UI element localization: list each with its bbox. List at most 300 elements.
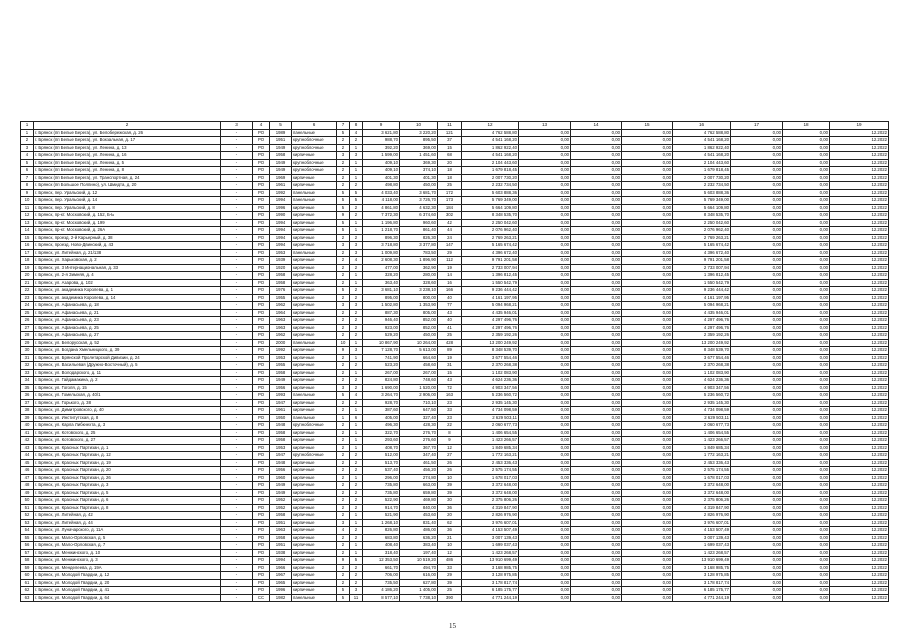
- col-owner: РО: [253, 482, 270, 490]
- col-entrances: 3: [350, 242, 363, 250]
- col-deadline: 12.2022: [830, 452, 889, 460]
- col-deadline: 12.2022: [830, 377, 889, 385]
- col-fund-local: 0,00: [622, 167, 673, 175]
- col-fund-other: 0,00: [731, 407, 783, 415]
- col-fund-regional: 0,00: [571, 542, 622, 550]
- col-living-area: 1 896,90: [400, 257, 438, 265]
- col-fund-other: 0,00: [731, 564, 783, 572]
- col-fund-other: 0,00: [731, 414, 783, 422]
- col-fund-federal: 0,00: [519, 362, 571, 370]
- header-cell-1: 1: [21, 122, 34, 130]
- col-fund-local: 0,00: [622, 587, 673, 595]
- col-deadline: 12.2022: [830, 594, 889, 602]
- col-residents: 172: [438, 189, 462, 197]
- col-entrances: 2: [350, 332, 363, 340]
- col-dash: -: [221, 249, 253, 257]
- col-address: г. Брянск, ул. Молодой Гвардии, д. 64: [34, 594, 221, 602]
- col-address: г. Брянск, проезд. Ново-Двинский, д. 43: [34, 242, 221, 250]
- col-total-area: 401,30: [363, 174, 400, 182]
- col-entrances: 5: [350, 189, 363, 197]
- col-deadline: 12.2022: [830, 474, 889, 482]
- col-living-area: 3 377,80: [400, 242, 438, 250]
- col-living-area: 10 264,00: [400, 339, 438, 347]
- col-dash: -: [221, 137, 253, 145]
- col-fund-regional: 0,00: [571, 152, 622, 160]
- col-deadline: 12.2022: [830, 309, 889, 317]
- col-dash: -: [221, 452, 253, 460]
- col-entrances: 2: [350, 572, 363, 580]
- col-floors: 3: [337, 302, 350, 310]
- col-fund-federal: 0,00: [519, 219, 571, 227]
- col-entrances: 2: [350, 204, 363, 212]
- col-total-cost: 2 629 503,11: [462, 414, 519, 422]
- col-deadline: 12.2022: [830, 579, 889, 587]
- col-total-area: 741,90: [363, 354, 400, 362]
- col-total-cost: 3 178 817,74: [462, 579, 519, 587]
- col-address: г. Брянск, ул. Литейная, д. 44: [34, 519, 221, 527]
- col-fund-federal: 0,00: [519, 497, 571, 505]
- col-fund-other: 0,00: [731, 234, 783, 242]
- col-wall-material: панельные: [292, 197, 337, 205]
- col-floors: 5: [337, 227, 350, 235]
- col-address: г. Брянск, ул. Брянской Пролетарской Дивизии, д. 24: [34, 354, 221, 362]
- col-total-cost: 3 372 648,00: [462, 489, 519, 497]
- header-cell-5: 5: [270, 122, 292, 130]
- col-year: 1996: [270, 587, 292, 595]
- col-dash: -: [221, 234, 253, 242]
- col-entrances: 2: [350, 317, 363, 325]
- col-residents: 14: [438, 272, 462, 280]
- col-fund-local: 0,00: [622, 287, 673, 295]
- col-fund-owners: 2 007 730,20: [673, 174, 731, 182]
- col-living-area: 5 613,00: [400, 347, 438, 355]
- header-cell-7: 7: [337, 122, 350, 130]
- col-owner: РО: [253, 279, 270, 287]
- col-wall-material: кирпичные: [292, 317, 337, 325]
- col-total-cost: 1 849 685,34: [462, 444, 519, 452]
- col-fund-extra: 0,00: [783, 474, 830, 482]
- col-wall-material: кирпичные: [292, 332, 337, 340]
- col-fund-other: 0,00: [731, 324, 783, 332]
- col-dash: -: [221, 527, 253, 535]
- col-fund-regional: 0,00: [571, 332, 622, 340]
- col-total-cost: 4 319 847,90: [462, 504, 519, 512]
- col-living-area: 1 520,00: [400, 384, 438, 392]
- col-fund-other: 0,00: [731, 557, 783, 565]
- col-owner: РО: [253, 347, 270, 355]
- col-dash: -: [221, 302, 253, 310]
- col-fund-regional: 0,00: [571, 377, 622, 385]
- col-dash: -: [221, 362, 253, 370]
- col-index: 30: [21, 347, 34, 355]
- col-wall-material: кирпичные: [292, 519, 337, 527]
- col-address: г. Брянск, ул. Васильевая (Дружно-Восточный), д. 5: [34, 362, 221, 370]
- col-deadline: 12.2022: [830, 234, 889, 242]
- col-fund-extra: 0,00: [783, 377, 830, 385]
- col-residents: 19: [438, 354, 462, 362]
- col-owner: РО: [253, 152, 270, 160]
- col-dash: -: [221, 534, 253, 542]
- col-total-area: 895,00: [363, 294, 400, 302]
- col-owner: РО: [253, 459, 270, 467]
- col-index: 53: [21, 519, 34, 527]
- col-deadline: 12.2022: [830, 392, 889, 400]
- col-fund-regional: 0,00: [571, 399, 622, 407]
- col-dash: -: [221, 189, 253, 197]
- col-fund-local: 0,00: [622, 557, 673, 565]
- col-fund-owners: 4 734 098,59: [673, 407, 731, 415]
- col-dash: -: [221, 399, 253, 407]
- col-total-cost: 2 104 443,60: [462, 159, 519, 167]
- col-floors: 2: [337, 332, 350, 340]
- col-index: 10: [21, 197, 34, 205]
- col-fund-federal: 0,00: [519, 369, 571, 377]
- col-index: 27: [21, 324, 34, 332]
- col-fund-other: 0,00: [731, 152, 783, 160]
- col-fund-extra: 0,00: [783, 557, 830, 565]
- col-floors: 2: [337, 437, 350, 445]
- col-fund-local: 0,00: [622, 399, 673, 407]
- col-fund-other: 0,00: [731, 512, 783, 520]
- col-wall-material: панельные: [292, 414, 337, 422]
- table-row: [21, 444, 889, 452]
- col-fund-local: 0,00: [622, 392, 673, 400]
- col-total-cost: 2 453 336,43: [462, 459, 519, 467]
- col-fund-regional: 0,00: [571, 474, 622, 482]
- col-fund-extra: 0,00: [783, 332, 830, 340]
- col-fund-extra: 0,00: [783, 489, 830, 497]
- col-fund-federal: 0,00: [519, 519, 571, 527]
- col-fund-regional: 0,00: [571, 144, 622, 152]
- col-deadline: 12.2022: [830, 279, 889, 287]
- col-floors: 2: [337, 534, 350, 542]
- col-fund-local: 0,00: [622, 242, 673, 250]
- col-total-cost: 3 007 139,43: [462, 534, 519, 542]
- col-index: 20: [21, 272, 34, 280]
- col-index: 36: [21, 392, 34, 400]
- col-entrances: 1: [350, 444, 363, 452]
- col-address: г. Брянск, ул. Гомельская, д. 40/1: [34, 392, 221, 400]
- col-address: г. Брянск, ул. Котовского, д. 25: [34, 429, 221, 437]
- col-fund-regional: 0,00: [571, 564, 622, 572]
- col-year: 1948: [270, 422, 292, 430]
- col-living-area: 6 374,60: [400, 212, 438, 220]
- col-address: г. Брянск, ул. Гайдамакина, д. 2: [34, 377, 221, 385]
- col-fund-federal: 0,00: [519, 174, 571, 182]
- col-total-area: 3 718,80: [363, 242, 400, 250]
- col-fund-owners: 13 910 699,49: [673, 557, 731, 565]
- col-fund-local: 0,00: [622, 534, 673, 542]
- col-fund-federal: 0,00: [519, 317, 571, 325]
- col-wall-material: кирпичные: [292, 489, 337, 497]
- col-fund-owners: 1 678 017,03: [673, 474, 731, 482]
- col-index: 60: [21, 572, 34, 580]
- col-year: 1958: [270, 272, 292, 280]
- col-index: 22: [21, 287, 34, 295]
- col-dash: -: [221, 489, 253, 497]
- col-fund-local: 0,00: [622, 512, 673, 520]
- col-fund-local: 0,00: [622, 257, 673, 265]
- col-owner: РО: [253, 339, 270, 347]
- col-fund-federal: 0,00: [519, 467, 571, 475]
- col-total-area: 887,30: [363, 309, 400, 317]
- col-deadline: 12.2022: [830, 152, 889, 160]
- col-total-area: 513,70: [363, 459, 400, 467]
- col-fund-other: 0,00: [731, 377, 783, 385]
- col-fund-federal: 0,00: [519, 437, 571, 445]
- col-fund-extra: 0,00: [783, 542, 830, 550]
- col-wall-material: крупноблочные: [292, 159, 337, 167]
- col-fund-local: 0,00: [622, 527, 673, 535]
- col-address: г. Брянск, ул. Институтская, д. 8: [34, 414, 221, 422]
- col-dash: -: [221, 519, 253, 527]
- col-deadline: 12.2022: [830, 549, 889, 557]
- table-row: [21, 144, 889, 152]
- col-dash: -: [221, 219, 253, 227]
- col-dash: -: [221, 294, 253, 302]
- col-floors: 5: [337, 129, 350, 137]
- col-fund-extra: 0,00: [783, 579, 830, 587]
- col-residents: 89: [438, 347, 462, 355]
- col-year: 1951: [270, 542, 292, 550]
- col-deadline: 12.2022: [830, 497, 889, 505]
- col-year: 1949: [270, 489, 292, 497]
- col-total-cost: 13 200 249,92: [462, 339, 519, 347]
- col-total-area: 1 268,10: [363, 519, 400, 527]
- col-fund-federal: 0,00: [519, 167, 571, 175]
- col-address: г. Брянск, ул. Менделеева, д. 19А: [34, 564, 221, 572]
- col-total-cost: 2 769 263,21: [462, 234, 519, 242]
- col-fund-owners: 4 762 588,80: [673, 129, 731, 137]
- col-total-area: 735,50: [363, 579, 400, 587]
- col-index: 33: [21, 369, 34, 377]
- col-living-area: 383,40: [400, 542, 438, 550]
- col-residents: 21: [438, 534, 462, 542]
- col-deadline: 12.2022: [830, 519, 889, 527]
- col-entrances: 5: [350, 557, 363, 565]
- col-residents: 29: [438, 249, 462, 257]
- col-fund-local: 0,00: [622, 234, 673, 242]
- col-year: 1992: [270, 347, 292, 355]
- col-owner: РО: [253, 249, 270, 257]
- col-entrances: 5: [350, 197, 363, 205]
- col-total-area: 706,00: [363, 572, 400, 580]
- col-fund-federal: 0,00: [519, 242, 571, 250]
- col-fund-federal: 0,00: [519, 332, 571, 340]
- col-fund-owners: 4 541 168,20: [673, 152, 731, 160]
- col-fund-regional: 0,00: [571, 227, 622, 235]
- col-index: 13: [21, 219, 34, 227]
- col-fund-federal: 0,00: [519, 429, 571, 437]
- col-index: 37: [21, 399, 34, 407]
- col-owner: РО: [253, 369, 270, 377]
- col-fund-owners: 1 862 922,40: [673, 144, 731, 152]
- col-owner: РО: [253, 189, 270, 197]
- col-residents: 68: [438, 152, 462, 160]
- col-fund-regional: 0,00: [571, 422, 622, 430]
- col-fund-local: 0,00: [622, 197, 673, 205]
- col-entrances: 11: [350, 594, 363, 602]
- col-residents: 31: [438, 362, 462, 370]
- col-entrances: 2: [350, 287, 363, 295]
- col-fund-regional: 0,00: [571, 354, 622, 362]
- col-total-cost: 4 153 507,49: [462, 527, 519, 535]
- col-deadline: 12.2022: [830, 527, 889, 535]
- col-fund-other: 0,00: [731, 302, 783, 310]
- col-owner: РО: [253, 564, 270, 572]
- col-floors: 2: [337, 467, 350, 475]
- col-deadline: 12.2022: [830, 564, 889, 572]
- col-fund-local: 0,00: [622, 362, 673, 370]
- col-wall-material: панельные: [292, 392, 337, 400]
- col-deadline: 12.2022: [830, 362, 889, 370]
- col-dash: -: [221, 212, 253, 220]
- col-deadline: 12.2022: [830, 294, 889, 302]
- col-residents: 26: [438, 459, 462, 467]
- col-address: г. Брянск (пп Белые Берега), ул. Ленина, д. 13: [34, 144, 221, 152]
- col-index: 45: [21, 459, 34, 467]
- col-living-area: 401,30: [400, 174, 438, 182]
- col-fund-other: 0,00: [731, 317, 783, 325]
- table-row: [21, 362, 889, 370]
- col-owner: РО: [253, 407, 270, 415]
- col-address: г. Брянск, ул. Гоголя, д. 15: [34, 384, 221, 392]
- col-dash: -: [221, 317, 253, 325]
- col-fund-owners: 6 185 175,77: [673, 587, 731, 595]
- col-living-area: 3 238,10: [400, 287, 438, 295]
- col-fund-extra: 0,00: [783, 257, 830, 265]
- col-fund-extra: 0,00: [783, 174, 830, 182]
- col-floors: 2: [337, 144, 350, 152]
- col-year: 1955: [270, 294, 292, 302]
- col-year: 1947: [270, 452, 292, 460]
- col-total-cost: 5 094 968,21: [462, 302, 519, 310]
- col-deadline: 12.2022: [830, 189, 889, 197]
- header-cell-16: 16: [673, 122, 731, 130]
- col-residents: 39: [438, 579, 462, 587]
- col-floors: 2: [337, 489, 350, 497]
- col-living-area: 369,00: [400, 144, 438, 152]
- col-total-area: 826,80: [363, 527, 400, 535]
- col-year: 1950: [270, 414, 292, 422]
- table-row: [21, 204, 889, 212]
- col-wall-material: панельные: [292, 339, 337, 347]
- col-living-area: 469,80: [400, 497, 438, 505]
- col-fund-other: 0,00: [731, 264, 783, 272]
- col-fund-owners: 4 153 507,49: [673, 527, 731, 535]
- col-dash: -: [221, 324, 253, 332]
- col-fund-federal: 0,00: [519, 347, 571, 355]
- col-entrances: 2: [350, 527, 363, 535]
- col-fund-local: 0,00: [622, 339, 673, 347]
- col-fund-other: 0,00: [731, 437, 783, 445]
- col-floors: 2: [337, 294, 350, 302]
- col-deadline: 12.2022: [830, 249, 889, 257]
- col-deadline: 12.2022: [830, 437, 889, 445]
- col-address: г. Брянск (пп Белые Берега), ул. Ленина, д. 16: [34, 152, 221, 160]
- col-fund-extra: 0,00: [783, 594, 830, 602]
- col-index: 54: [21, 527, 34, 535]
- col-residents: 166: [438, 287, 462, 295]
- col-fund-extra: 0,00: [783, 182, 830, 190]
- col-fund-local: 0,00: [622, 572, 673, 580]
- col-fund-other: 0,00: [731, 279, 783, 287]
- col-fund-local: 0,00: [622, 437, 673, 445]
- col-fund-extra: 0,00: [783, 549, 830, 557]
- col-living-area: 456,20: [400, 467, 438, 475]
- col-index: 2: [21, 137, 34, 145]
- col-fund-regional: 0,00: [571, 459, 622, 467]
- col-index: 32: [21, 362, 34, 370]
- col-deadline: 12.2022: [830, 197, 889, 205]
- col-fund-other: 0,00: [731, 182, 783, 190]
- col-address: г. Брянск, ул. Красных Партизан, д. 20: [34, 467, 221, 475]
- col-floors: 2: [337, 182, 350, 190]
- col-total-area: 661,70: [363, 564, 400, 572]
- col-living-area: 347,40: [400, 452, 438, 460]
- col-dash: -: [221, 332, 253, 340]
- col-owner: РО: [253, 174, 270, 182]
- col-fund-other: 0,00: [731, 399, 783, 407]
- col-wall-material: кирпичные: [292, 579, 337, 587]
- col-living-area: 2 906,00: [400, 392, 438, 400]
- col-wall-material: крупноблочные: [292, 167, 337, 175]
- col-wall-material: кирпичные: [292, 429, 337, 437]
- col-living-area: 1 353,90: [400, 302, 438, 310]
- col-wall-material: кирпичные: [292, 512, 337, 520]
- col-living-area: 369,30: [400, 159, 438, 167]
- col-entrances: 2: [350, 362, 363, 370]
- col-entrances: 2: [350, 182, 363, 190]
- col-fund-regional: 0,00: [571, 197, 622, 205]
- col-dash: -: [221, 407, 253, 415]
- table-row: [21, 512, 889, 520]
- col-living-area: 748,60: [400, 377, 438, 385]
- col-deadline: 12.2022: [830, 182, 889, 190]
- col-dash: -: [221, 512, 253, 520]
- col-dash: -: [221, 444, 253, 452]
- col-total-cost: 1 678 017,03: [462, 474, 519, 482]
- col-entrances: 4: [350, 392, 363, 400]
- col-total-area: 322,70: [363, 429, 400, 437]
- col-fund-owners: 4 903 347,56: [673, 384, 731, 392]
- col-wall-material: крупноблочные: [292, 422, 337, 430]
- col-entrances: 2: [350, 324, 363, 332]
- col-year: 1920: [270, 264, 292, 272]
- table-row: [21, 422, 889, 430]
- col-address: г. Брянск, ул. Афанасьева, д. 21: [34, 309, 221, 317]
- col-entrances: 1: [350, 219, 363, 227]
- col-fund-extra: 0,00: [783, 197, 830, 205]
- col-address: г. Брянск, ул. Афанасьева, д. 25: [34, 324, 221, 332]
- col-fund-owners: 4 541 168,20: [673, 137, 731, 145]
- col-fund-regional: 0,00: [571, 489, 622, 497]
- col-fund-owners: 2 060 677,73: [673, 422, 731, 430]
- col-living-area: 861,40: [400, 227, 438, 235]
- col-floors: 2: [337, 407, 350, 415]
- col-fund-regional: 0,00: [571, 504, 622, 512]
- col-residents: 184: [438, 204, 462, 212]
- col-fund-other: 0,00: [731, 339, 783, 347]
- col-owner: РО: [253, 129, 270, 137]
- col-deadline: 12.2022: [830, 489, 889, 497]
- col-entrances: 3: [350, 152, 363, 160]
- col-fund-regional: 0,00: [571, 347, 622, 355]
- col-fund-federal: 0,00: [519, 489, 571, 497]
- col-fund-local: 0,00: [622, 189, 673, 197]
- col-fund-owners: 5 769 349,00: [673, 197, 731, 205]
- col-fund-local: 0,00: [622, 354, 673, 362]
